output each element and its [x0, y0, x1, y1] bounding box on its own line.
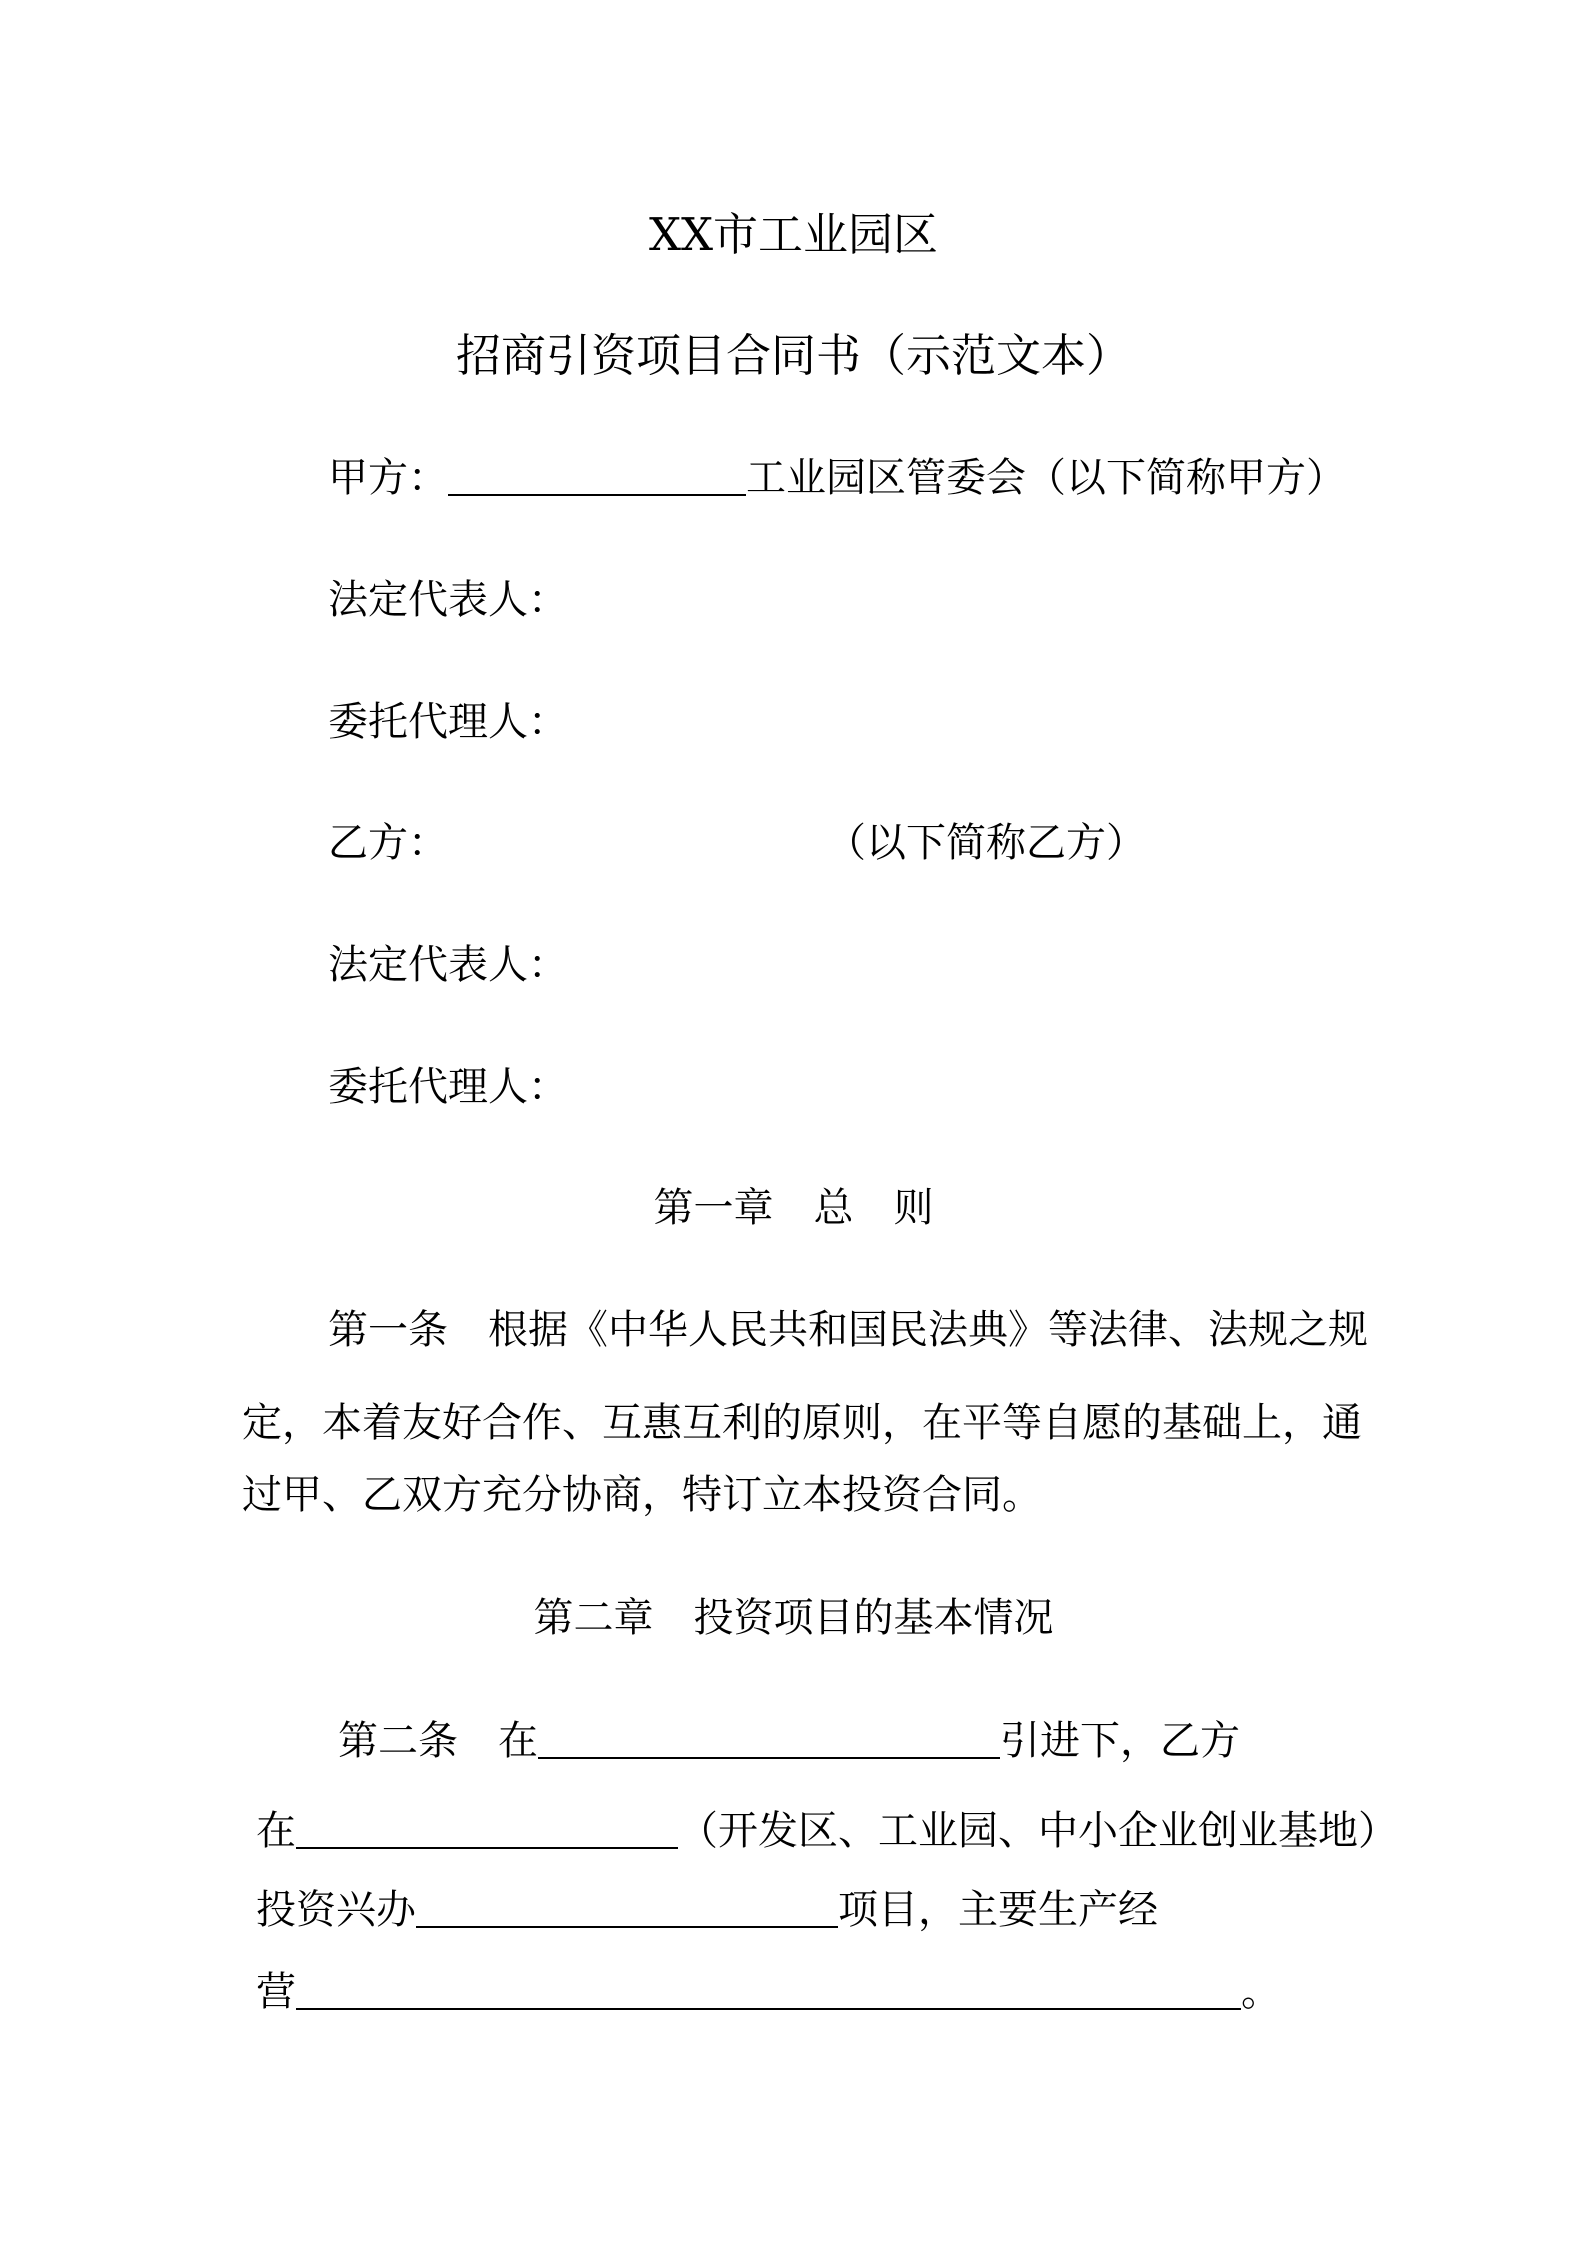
article1-line1: [328, 1302, 1368, 1358]
article2-line1: [338, 1713, 1240, 1769]
chapter2-title: 投资项目的基本情况: [693, 1595, 1054, 1641]
article2-line4-prefix: 营: [256, 1969, 296, 2015]
article2-label: 第二条: [338, 1718, 458, 1764]
investment-location-blank[interactable]: [296, 1803, 678, 1849]
article2-line1-suffix: 引进下，乙方: [1000, 1718, 1240, 1764]
document-title-line1: XX市工业园区: [648, 208, 939, 261]
party-b-line: [328, 815, 1146, 871]
article2-line3-suffix: 项目，主要生产经: [838, 1887, 1158, 1933]
article2-line3: [256, 1882, 1158, 1938]
article2-line4: [256, 1964, 1281, 2020]
party-a-suffix: 工业园区管委会（以下简称甲方）: [746, 455, 1346, 501]
party-a-name-blank[interactable]: [448, 450, 746, 496]
chapter2-heading: [0, 1590, 1587, 1646]
business-scope-blank[interactable]: [296, 1964, 1241, 2010]
chapter1-title-part2: 则: [893, 1185, 934, 1231]
article2-line3-prefix: 投资兴办: [256, 1887, 416, 1933]
party-b-label: 乙方：: [328, 820, 448, 866]
party-a-line: [328, 450, 1346, 506]
chapter2-number: 第二章: [533, 1595, 654, 1641]
party-b-suffix: （以下简称乙方）: [826, 820, 1146, 866]
article2-line4-suffix: 。: [1241, 1969, 1281, 2015]
party-a-label: 甲方：: [328, 455, 448, 501]
party-a-authorized-agent: 委托代理人：: [328, 699, 568, 745]
party-b-authorized-agent: 委托代理人：: [328, 1064, 568, 1110]
article2-line2-suffix: （开发区、工业园、中小企业创业基地）: [678, 1808, 1398, 1854]
chapter1-heading: [0, 1180, 1587, 1236]
article2-line2-prefix: 在: [256, 1808, 296, 1854]
document-title-line2: 招商引资项目合同书（示范文本）: [455, 329, 1131, 382]
article1-text-line3: 过甲、乙双方充分协商，特订立本投资合同。: [242, 1472, 1042, 1518]
article1-label: 第一条: [328, 1307, 448, 1353]
project-name-blank[interactable]: [416, 1882, 838, 1928]
party-b-legal-representative: 法定代表人：: [328, 942, 568, 988]
article2-line1-prefix: 在: [498, 1718, 538, 1764]
chapter1-title-part1: 总: [813, 1185, 854, 1231]
introducing-party-blank[interactable]: [538, 1713, 1000, 1759]
article1-text-line2: 定，本着友好合作、互惠互利的原则，在平等自愿的基础上，通: [242, 1400, 1362, 1446]
party-a-legal-representative: 法定代表人：: [328, 577, 568, 623]
article2-line2: [256, 1803, 1398, 1859]
chapter1-number: 第一章: [653, 1185, 774, 1231]
article1-text-line1: 根据《中华人民共和国民法典》等法律、法规之规: [488, 1307, 1368, 1353]
